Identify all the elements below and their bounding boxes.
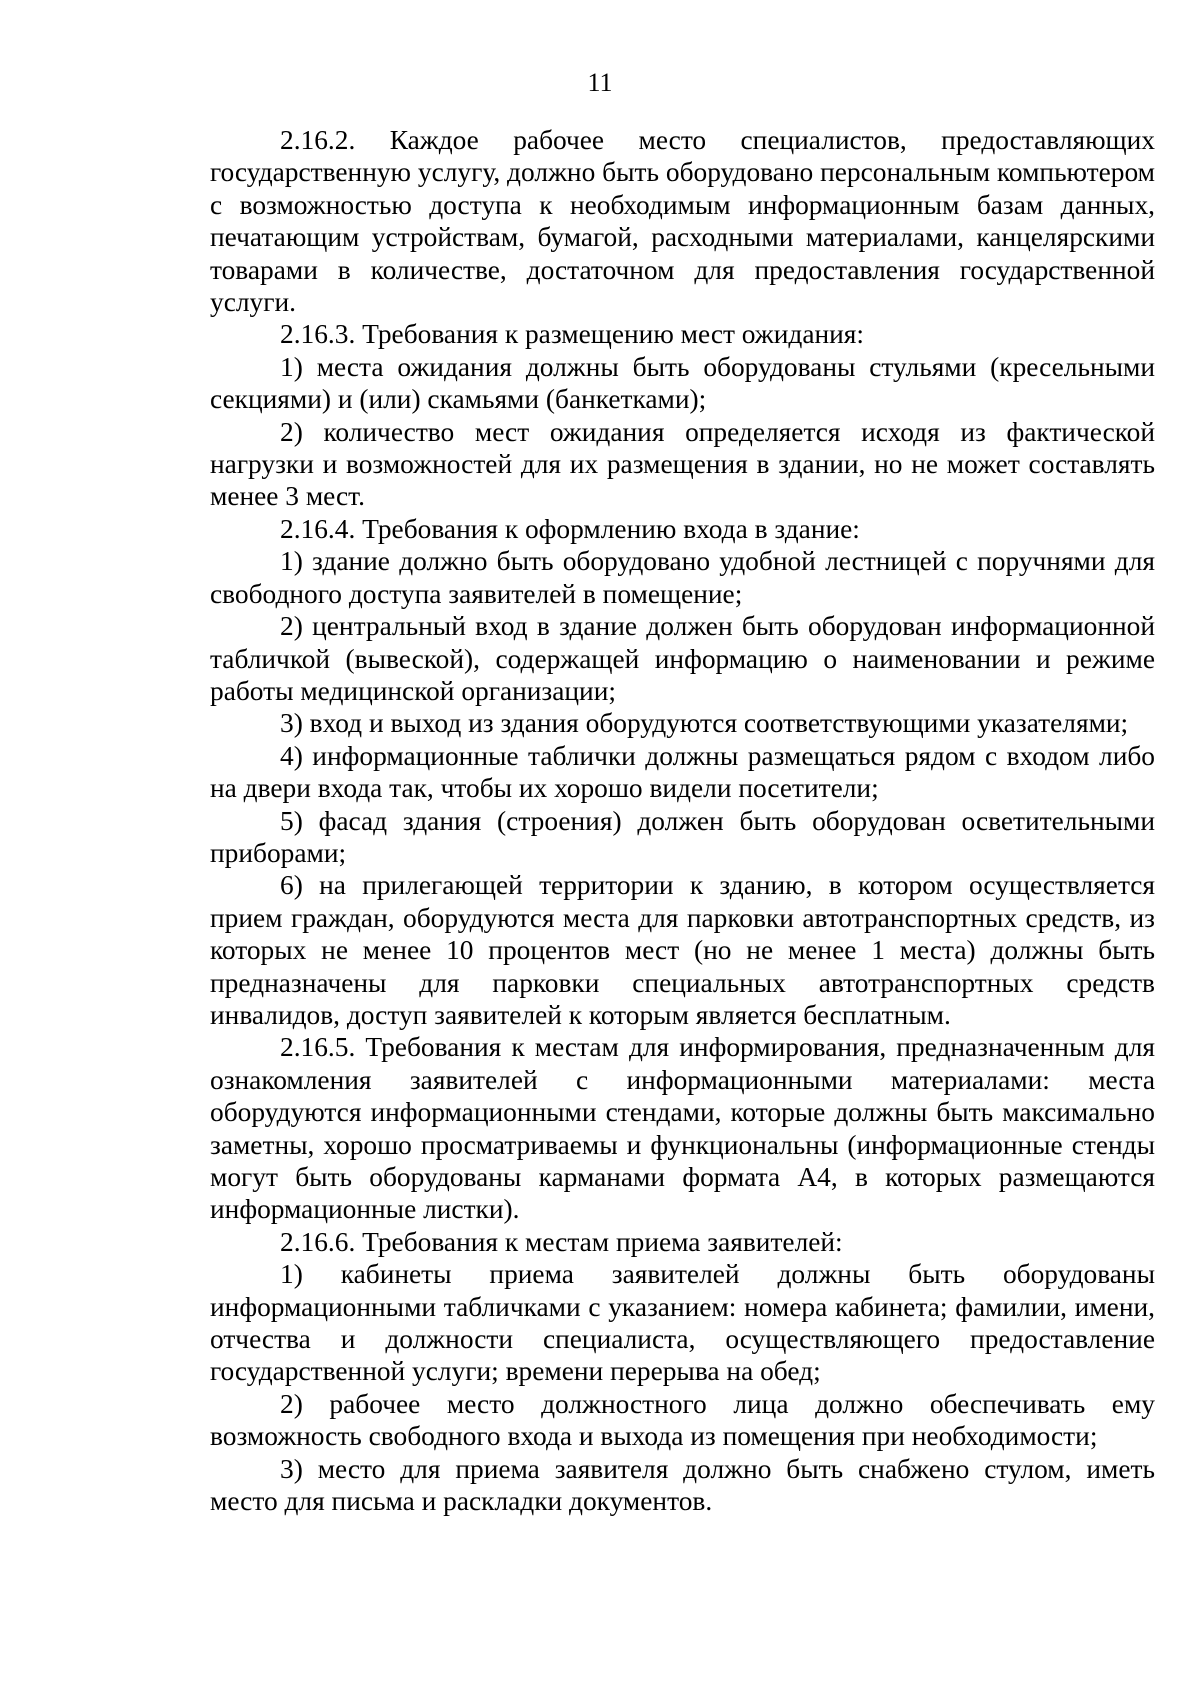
- list-item-2-16-4-2: 2) центральный вход в здание должен быть оборудован информационной табличкой (вывеской), содержащей информацию о наименовании и режиме работы медицинской организации;: [210, 611, 1155, 706]
- page-number: 11: [587, 68, 613, 97]
- list-item-2-16-6-1: 1) кабинеты приема заявителей должны быть оборудованы информационными табличками с указанием: номера кабинета; фамилии, имени, отчества и должности специалиста, осуществляющего предоставление государственной услуги; времени перерыва на обед;: [210, 1259, 1155, 1387]
- list-item-2-16-3-1: 1) места ожидания должны быть оборудованы стульями (кресельными секциями) и (или) скамьями (банкетками);: [210, 351, 1155, 415]
- document-body: [210, 124, 1155, 1517]
- list-item-2-16-6-2: 2) рабочее место должностного лица должно обеспечивать ему возможность свободного входа и выхода из помещения при необходимости;: [210, 1388, 1155, 1452]
- list-item-2-16-4-6: 6) на прилегающей территории к зданию, в котором осуществляется прием граждан, оборудуются места для парковки автотранспортных средств, из которых не менее 10 процентов мест (но не менее 1 места) должны быть предназначены для парковки специальных автотранспортных средств инвалидов, доступ заявителей к которым является бесплатным.: [210, 870, 1155, 1030]
- list-item-2-16-4-1: 1) здание должно быть оборудовано удобной лестницей с поручнями для свободного доступа заявителей в помещение;: [210, 546, 1155, 609]
- paragraph-2-16-6: 2.16.6. Требования к местам приема заявителей:: [280, 1226, 843, 1257]
- list-item-2-16-4-4: 4) информационные таблички должны размещаться рядом с входом либо на двери входа так, чтобы их хорошо видели посетители;: [210, 740, 1155, 804]
- list-item-2-16-6-3: 3) место для приема заявителя должно быть снабжено стулом, иметь место для письма и раскладки документов.: [210, 1453, 1155, 1517]
- list-item-2-16-4-3: 3) вход и выход из здания оборудуются соответствующими указателями;: [280, 708, 1129, 739]
- paragraph-2-16-3: 2.16.3. Требования к размещению мест ожидания:: [280, 319, 865, 350]
- list-item-2-16-3-2: 2) количество мест ожидания определяется исходя из фактической нагрузки и возможностей для их размещения в здании, но не может составлять менее 3 мест.: [210, 416, 1155, 512]
- list-item-2-16-4-5: 5) фасад здания (строения) должен быть оборудован осветительными приборами;: [210, 805, 1155, 868]
- paragraph-2-16-5: 2.16.5. Требования к местам для информирования, предназначенным для ознакомления заявителей с информационными материалами: места оборудуются информационными стендами, которые должны быть максимально заметны, хорошо просматриваемы и функциональны (информационные стенды могут быть оборудованы карманами формата А4, в которых размещаются информационные листки).: [210, 1032, 1155, 1225]
- paragraph-2-16-2: 2.16.2. Каждое рабочее место специалистов, предоставляющих государственную услугу, должно быть оборудовано персональным компьютером с возможностью доступа к необходимым информационным базам данных, печатающим устройствам, бумагой, расходными материалами, канцелярскими товарами в количестве, достаточном для предоставления государственной услуги.: [210, 125, 1155, 318]
- paragraph-2-16-4: 2.16.4. Требования к оформлению входа в здание:: [280, 513, 860, 544]
